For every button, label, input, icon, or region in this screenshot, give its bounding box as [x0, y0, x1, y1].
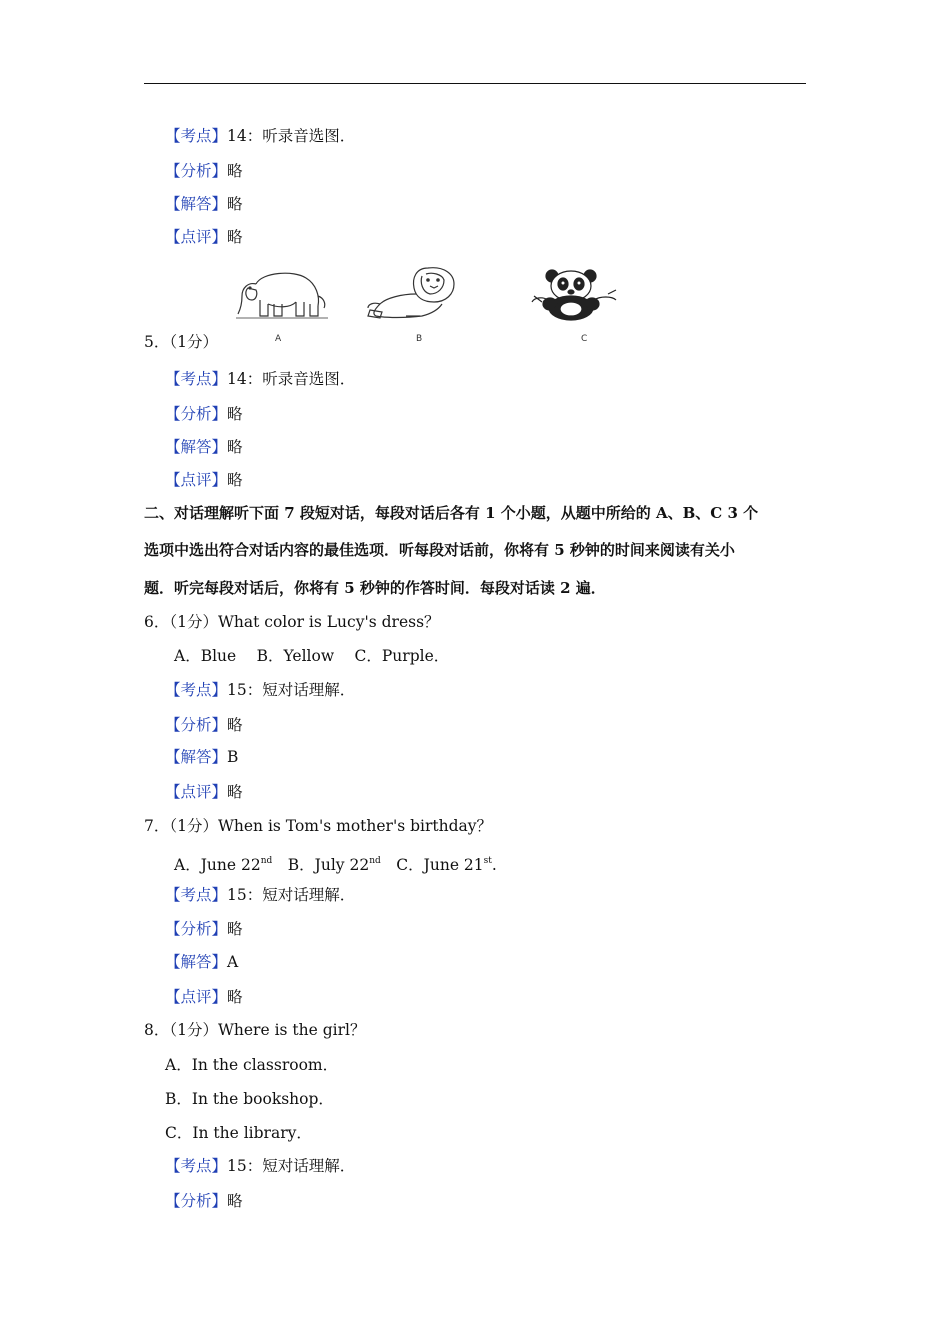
- picture-label-c: C: [581, 334, 588, 344]
- header-rule: [144, 83, 806, 84]
- q8-kaodian: 【考点】15：短对话理解．: [165, 1157, 356, 1175]
- q8-stem: 8．（1分）Where is the girl？: [144, 1021, 366, 1039]
- lion-icon: [366, 264, 466, 324]
- q8-option-b: B．In the bookshop．: [165, 1090, 334, 1108]
- picture-label-a: A: [275, 334, 282, 344]
- q6-dianping: 【点评】略: [165, 783, 243, 801]
- q4-jieda: 【解答】略: [165, 195, 243, 213]
- q7-kaodian: 【考点】15：短对话理解．: [165, 886, 356, 904]
- q5-dianping: 【点评】略: [165, 471, 243, 489]
- q5-stem: 5．（1分）: [144, 333, 218, 351]
- q8-option-a: A．In the classroom．: [165, 1056, 339, 1074]
- panda-icon: [528, 266, 620, 322]
- q7-options: A．June 22nd B．July 22nd C．June 21st.: [174, 856, 497, 874]
- q5-pictures: [228, 262, 628, 352]
- q4-fenxi: 【分析】略: [165, 162, 243, 180]
- q4-kaodian: 【考点】14：听录音选图．: [165, 127, 356, 145]
- section2-instructions-line1: 二、对话理解听下面 7 段短对话，每段对话后各有 1 个小题，从题中所给的 A、B、C 3 个: [144, 504, 759, 522]
- q6-stem: 6．（1分）What color is Lucy's dress？: [144, 613, 440, 631]
- q5-kaodian: 【考点】14：听录音选图．: [165, 370, 356, 388]
- q4-dianping: 【点评】略: [165, 228, 243, 246]
- q8-fenxi: 【分析】略: [165, 1192, 243, 1210]
- q5-jieda: 【解答】略: [165, 438, 243, 456]
- q7-jieda: 【解答】A: [165, 953, 239, 971]
- q5-fenxi: 【分析】略: [165, 405, 243, 423]
- q7-dianping: 【点评】略: [165, 988, 243, 1006]
- q6-jieda: 【解答】B: [165, 748, 239, 766]
- section2-instructions-line2: 选项中选出符合对话内容的最佳选项．听每段对话前，你将有 5 秒钟的时间来阅读有关小: [144, 541, 735, 559]
- q6-fenxi: 【分析】略: [165, 716, 243, 734]
- q8-option-c: C．In the library．: [165, 1124, 312, 1142]
- section2-instructions-line3: 题．听完每段对话后，你将有 5 秒钟的作答时间．每段对话读 2 遍．: [144, 579, 606, 597]
- q6-kaodian: 【考点】15：短对话理解．: [165, 681, 356, 699]
- picture-label-b: B: [416, 334, 423, 344]
- elephant-icon: [234, 266, 330, 322]
- q6-options: A．Blue B．Yellow C．Purple．: [174, 647, 450, 665]
- q7-fenxi: 【分析】略: [165, 920, 243, 938]
- q7-stem: 7．（1分）When is Tom's mother's birthday？: [144, 817, 493, 835]
